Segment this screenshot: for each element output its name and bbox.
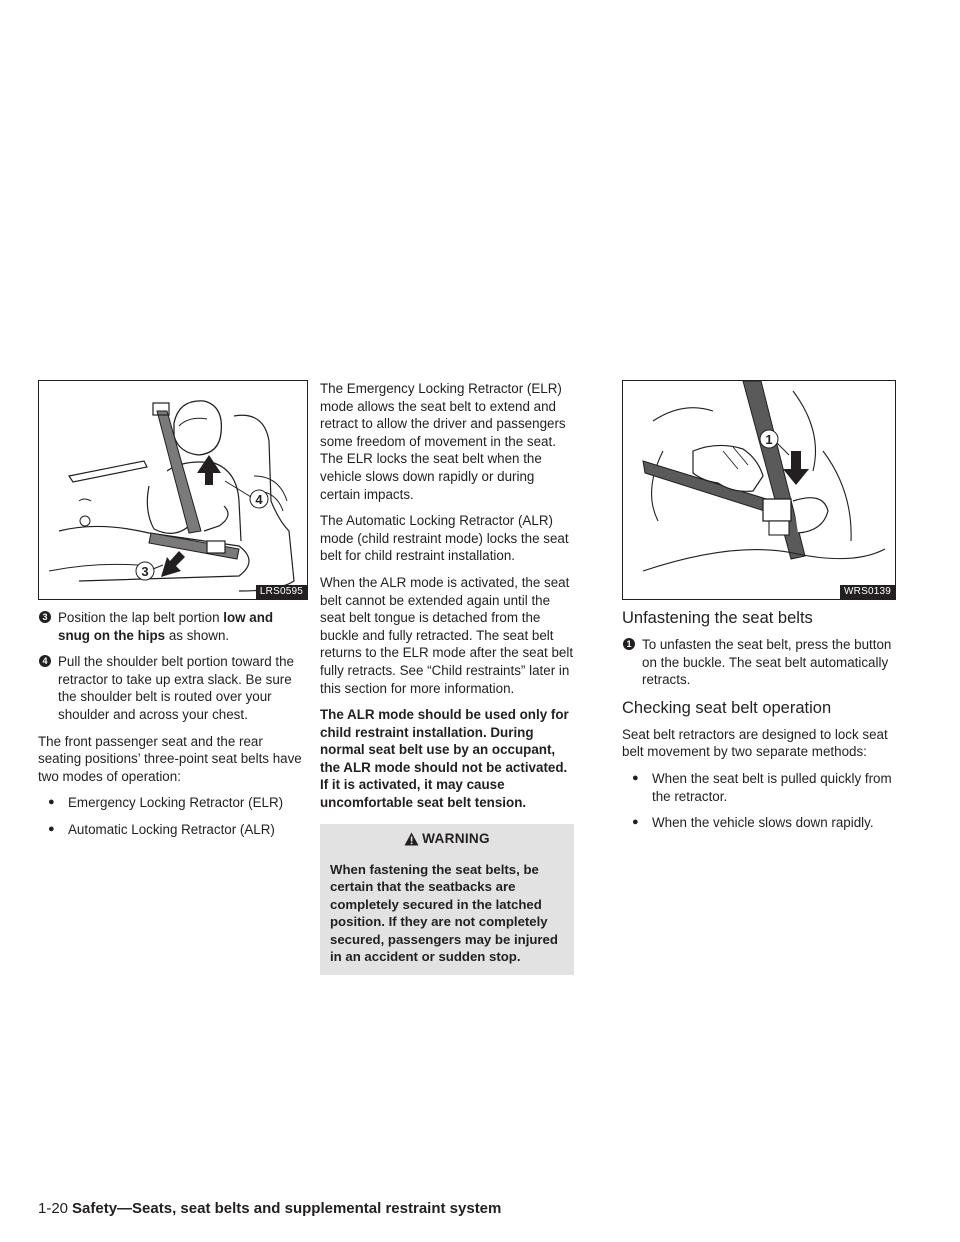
warning-triangle-icon xyxy=(404,832,419,846)
section-title: Safety—Seats, seat belts and supplemental restraint system xyxy=(72,1200,502,1217)
callout-1: 1 xyxy=(765,432,773,447)
figure-child-seat-belt xyxy=(38,380,308,600)
alr-activated-paragraph: When the ALR mode is activated, the seat belt cannot be extended again until the seat belt tongue is detached from the buckle and fully retracted. The seat belt returns to the ELR mode after the seat belt fully retracts. See “Child restraints” later in this section for more information. xyxy=(320,574,574,696)
figure-unfasten-belt xyxy=(622,380,896,600)
unfasten-belt-illustration xyxy=(623,381,895,599)
heading-checking: Checking seat belt operation xyxy=(622,698,832,717)
callout-4: 4 xyxy=(255,492,263,507)
step-1 xyxy=(622,636,896,689)
page-footer xyxy=(38,1200,501,1218)
elr-paragraph: The Emergency Locking Retractor (ELR) mode allows the seat belt to extend and retract to allow the driver and passengers some freedom of movement in the seat. The ELR locks the seat belt when the vehicle slows down rapidly or during certain impacts. xyxy=(320,381,566,502)
page-number: 1-20 xyxy=(38,1200,69,1217)
child-seat-belt-illustration xyxy=(39,381,307,599)
checking-intro: Seat belt retractors are designed to lock seat belt movement by two separate methods: xyxy=(622,726,888,760)
column-left xyxy=(38,380,308,848)
figure-code: WRS0139 xyxy=(840,585,895,599)
step-4 xyxy=(38,653,308,723)
bullet-elr: ● Emergency Locking Retractor (ELR) xyxy=(38,794,308,812)
warning-text: When fastening the seat belts, be certain that the seatbacks are completely secured in the latched position. If they are not completely secured, passengers may be injured in an accident or sudden stop. xyxy=(330,862,558,965)
alr-usage-note: The ALR mode should be used only for child restraint installation. During normal seat belt use by an occupant, the ALR mode should not be activated. If it is activated, it may cause uncomfortable seat belt tension. xyxy=(320,707,569,811)
step-3-after: as shown. xyxy=(165,627,230,643)
step-number-4: 4 xyxy=(39,655,51,667)
step-3-text: Position the lap belt portion xyxy=(58,610,224,625)
heading-unfastening: Unfastening the seat belts xyxy=(622,609,813,627)
step-4-text: Pull the shoulder belt portion toward the retractor to take up extra slack. Be sure the shoulder belt is routed over your shoulder and across your chest. xyxy=(58,654,294,722)
step-3 xyxy=(38,609,308,644)
step-3-bold: low and snug on the hips xyxy=(58,610,274,643)
column-middle xyxy=(320,380,574,975)
modes-intro: The front passenger seat and the rear seating positions’ three-point seat belts have two modes of operation: xyxy=(38,733,302,784)
column-right xyxy=(622,380,896,841)
step-1-text: To unfasten the seat belt, press the button on the buckle. The seat belt automatically retracts. xyxy=(642,637,892,688)
figure-code: LRS0595 xyxy=(256,585,307,599)
bullet-alr: ● Automatic Locking Retractor (ALR) xyxy=(38,821,308,839)
step-number-3: 3 xyxy=(39,611,51,623)
callout-3: 3 xyxy=(141,564,149,579)
step-number-1: 1 xyxy=(623,638,635,650)
alr-paragraph: The Automatic Locking Retractor (ALR) mode (child restraint mode) locks the seat belt for child restraint installation. xyxy=(320,513,569,564)
bullet-pulled-quickly: ● When the seat belt is pulled quickly from the retractor. xyxy=(622,770,896,805)
bullet-slows-down: ● When the vehicle slows down rapidly. xyxy=(622,814,896,832)
warning-title: WARNING xyxy=(422,830,490,846)
warning-box xyxy=(320,824,574,975)
warning-heading xyxy=(330,830,564,847)
